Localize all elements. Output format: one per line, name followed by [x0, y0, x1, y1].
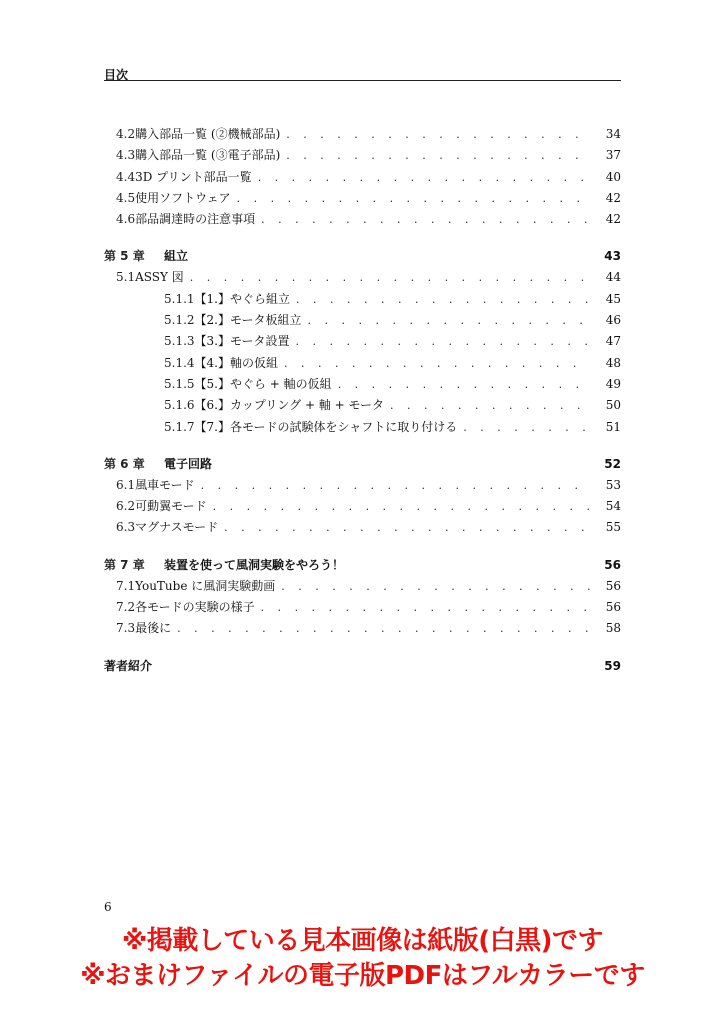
section-number: 4.4 — [116, 169, 136, 184]
dot-leader — [463, 417, 591, 438]
dot-leader — [296, 289, 591, 310]
dot-leader — [224, 517, 591, 538]
dot-leader — [177, 618, 591, 639]
toc-entry — [104, 167, 621, 188]
subsection-title: 【5.】やぐら + 軸の仮組 — [195, 374, 336, 395]
section-title: ASSY 図 — [135, 267, 188, 288]
toc-entry — [104, 496, 621, 517]
dot-leader — [261, 209, 591, 230]
footer-page-number: 6 — [104, 900, 112, 914]
toc-entry — [104, 188, 621, 209]
dot-leader — [190, 267, 591, 288]
section-title: YouTube に風洞実験動画 — [135, 576, 279, 597]
dot-leader — [237, 188, 591, 209]
dot-leader — [281, 576, 591, 597]
dot-leader — [286, 124, 591, 145]
section-number: 5.1 — [116, 270, 136, 285]
subsection-title: 【3.】モータ設置 — [195, 331, 294, 352]
chapter-title: 組立 — [164, 245, 581, 267]
dot-leader — [296, 331, 591, 352]
toc-subentry — [104, 395, 621, 416]
section-number: 7.3 — [116, 621, 136, 636]
chapter-number: 第 7 章 — [104, 557, 145, 572]
section-number: 4.2 — [116, 127, 136, 141]
toc-entry — [104, 209, 621, 230]
subsection-number: 5.1.7 — [164, 419, 195, 434]
toc-chapter — [104, 245, 621, 267]
toc-subentry — [104, 331, 621, 352]
toc-entry — [104, 475, 621, 496]
page-number: 51 — [605, 419, 621, 434]
section-title: 購入部品一覧 (②機械部品) — [135, 124, 284, 145]
chapter-number: 第 6 章 — [104, 456, 145, 471]
subsection-title: 【4.】軸の仮組 — [195, 353, 282, 374]
dot-leader — [261, 597, 591, 618]
page-number: 59 — [604, 658, 621, 673]
section-title: 各モードの実験の様子 — [135, 597, 259, 618]
section-title: 3D プリント部品一覧 — [135, 167, 256, 188]
dot-leader — [308, 310, 591, 331]
page-number: 47 — [605, 334, 621, 349]
page-number: 40 — [605, 169, 621, 184]
toc-entry — [104, 597, 621, 618]
toc-author — [104, 655, 621, 677]
section-title: マグナスモード — [135, 517, 222, 538]
section-title: 可動翼モード — [135, 496, 211, 517]
subsection-number: 5.1.6 — [164, 398, 195, 413]
toc-subentry — [104, 289, 621, 310]
dot-leader — [390, 395, 591, 416]
toc-entry — [104, 267, 621, 288]
page-number: 56 — [604, 557, 621, 572]
author-title: 著者紹介 — [104, 655, 581, 677]
dot-leader — [213, 496, 591, 517]
sample-notice-line-1: ※掲載している見本画像は紙版(白黒)です — [121, 926, 604, 956]
subsection-title: 【1.】やぐら組立 — [195, 289, 294, 310]
page-number: 48 — [605, 355, 621, 370]
page-number: 37 — [605, 148, 621, 163]
page-number: 54 — [605, 499, 621, 514]
page-number: 45 — [605, 291, 621, 306]
toc-subentry — [104, 374, 621, 395]
subsection-title: 【6.】カップリング + 軸 + モータ — [195, 395, 389, 416]
section-number: 4.3 — [116, 148, 136, 163]
page-number: 58 — [605, 621, 621, 636]
page-number: 49 — [605, 376, 621, 391]
dot-leader — [258, 167, 591, 188]
section-title: 部品調達時の注意事項 — [135, 209, 259, 230]
sample-notice-line-2: ※おまけファイルの電子版PDFはフルカラーです — [80, 961, 645, 991]
running-header — [104, 64, 621, 81]
subsection-number: 5.1.1 — [164, 291, 195, 306]
page-number: 56 — [605, 600, 621, 615]
subsection-number: 5.1.2 — [164, 313, 195, 328]
section-title: 風車モード — [135, 475, 199, 496]
page-number: 53 — [605, 477, 621, 492]
toc-chapter — [104, 554, 621, 576]
page-number: 42 — [605, 212, 621, 227]
toc-subentry — [104, 310, 621, 331]
page-number: 42 — [605, 190, 621, 205]
toc-entry — [104, 576, 621, 597]
section-title: 使用ソフトウェア — [135, 188, 235, 209]
chapter-title: 装置を使って風洞実験をやろう！ — [164, 554, 581, 576]
dot-leader — [286, 145, 591, 166]
section-number: 6.1 — [116, 477, 136, 492]
section-number: 7.2 — [116, 600, 136, 615]
section-number: 7.1 — [116, 578, 136, 593]
page-number: 46 — [605, 313, 621, 328]
subsection-number: 5.1.3 — [164, 334, 195, 349]
page-number: 52 — [604, 456, 621, 471]
table-of-contents — [104, 124, 621, 677]
toc-entry — [104, 124, 621, 145]
header-title: 目次 — [104, 68, 129, 82]
page-number: 56 — [605, 578, 621, 593]
page-number: 44 — [605, 270, 621, 285]
page-number: 43 — [604, 249, 621, 264]
toc-entry — [104, 618, 621, 639]
page-number: 50 — [605, 398, 621, 413]
chapter-title: 電子回路 — [164, 453, 581, 475]
section-number: 4.6 — [116, 212, 136, 227]
subsection-number: 5.1.5 — [164, 376, 195, 391]
section-number: 4.5 — [116, 190, 136, 205]
toc-subentry — [104, 417, 621, 438]
subsection-title: 【2.】モータ板組立 — [195, 310, 306, 331]
dot-leader — [338, 374, 591, 395]
section-number: 6.2 — [116, 499, 136, 514]
toc-subentry — [104, 353, 621, 374]
toc-entry — [104, 517, 621, 538]
subsection-title: 【7.】各モードの試験体をシャフトに取り付ける — [195, 417, 462, 438]
dot-leader — [284, 353, 591, 374]
toc-chapter — [104, 453, 621, 475]
subsection-number: 5.1.4 — [164, 355, 195, 370]
dot-leader — [201, 475, 591, 496]
section-number: 6.3 — [116, 520, 136, 535]
page-number: 34 — [605, 127, 621, 141]
page-number: 55 — [605, 520, 621, 535]
section-title: 購入部品一覧 (③電子部品) — [135, 145, 284, 166]
section-title: 最後に — [135, 618, 175, 639]
chapter-number: 第 5 章 — [104, 249, 145, 264]
toc-entry — [104, 145, 621, 166]
